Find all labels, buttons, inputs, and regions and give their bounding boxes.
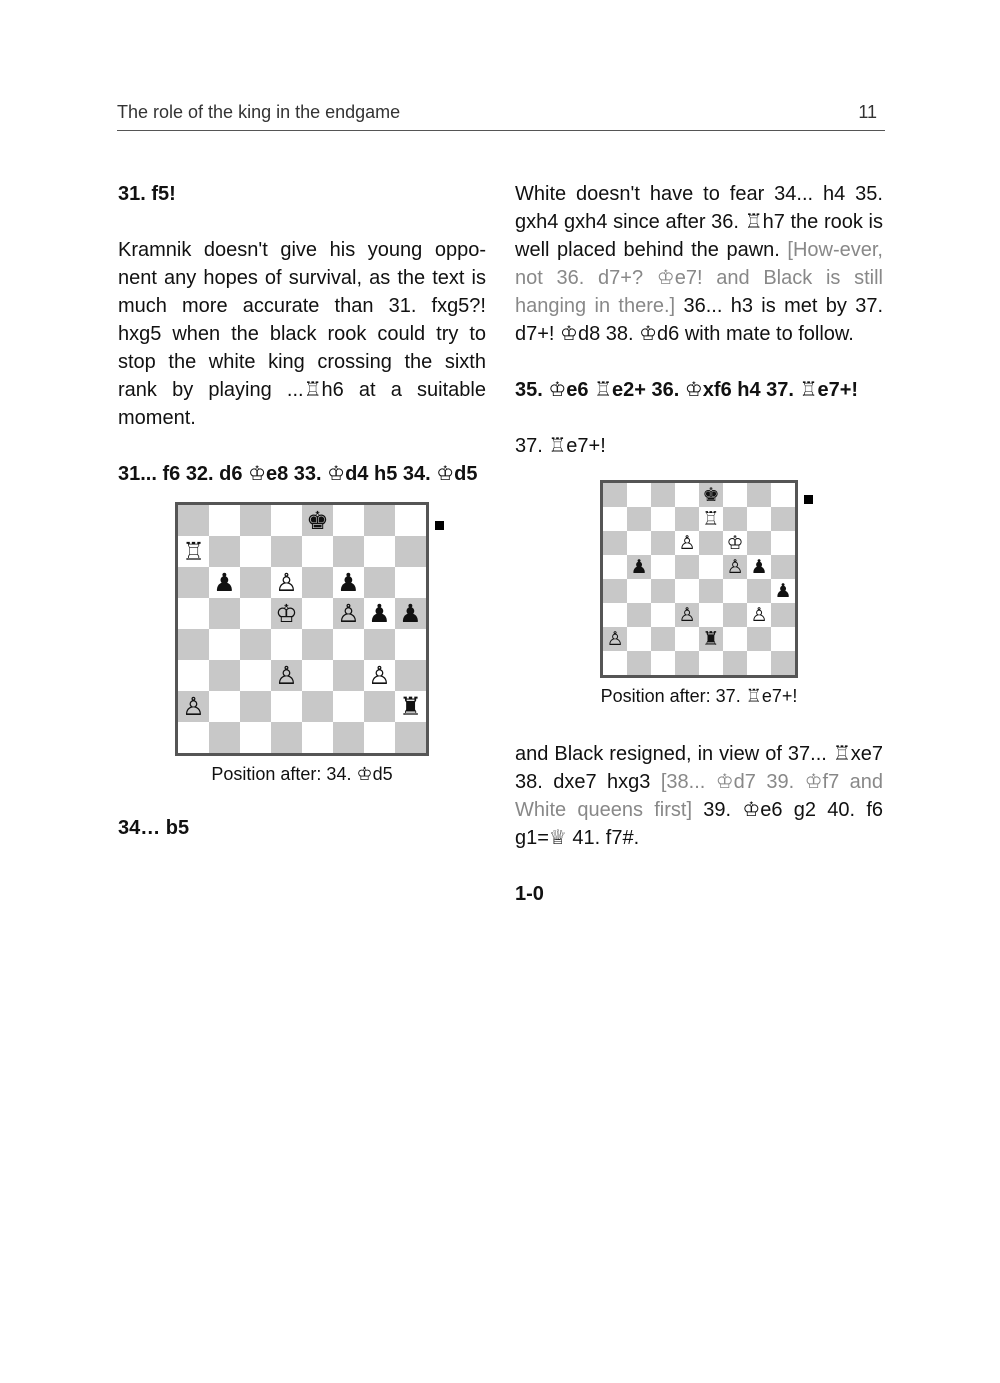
square-a4 xyxy=(603,579,627,603)
square-f4 xyxy=(333,629,364,660)
square-d1 xyxy=(271,722,302,753)
square-f5 xyxy=(333,598,364,629)
square-g7 xyxy=(364,536,395,567)
square-f3 xyxy=(333,660,364,691)
square-f4 xyxy=(723,579,747,603)
chess-piece-b6: ♟ xyxy=(213,568,236,597)
square-e1 xyxy=(302,722,333,753)
square-b2 xyxy=(627,627,651,651)
square-d3 xyxy=(271,660,302,691)
square-h2 xyxy=(395,691,426,722)
square-b6 xyxy=(627,531,651,555)
square-e2 xyxy=(302,691,333,722)
square-c1 xyxy=(651,651,675,675)
chess-piece-d3: ♙ xyxy=(678,603,696,626)
square-g3 xyxy=(747,603,771,627)
game-result: 1-0 xyxy=(515,883,544,905)
square-d2 xyxy=(271,691,302,722)
square-h1 xyxy=(395,722,426,753)
square-h3 xyxy=(771,603,795,627)
square-d7 xyxy=(271,536,302,567)
square-e6 xyxy=(699,531,723,555)
chess-piece-g3: ♙ xyxy=(368,661,391,690)
chess-piece-a7: ♖ xyxy=(182,537,205,566)
running-title: The role of the king in the endgame xyxy=(117,102,401,122)
square-g1 xyxy=(747,651,771,675)
chess-piece-g5: ♟ xyxy=(750,555,768,578)
analysis-paragraph: White doesn't have to fear 34... h4 35. gxh4 gxh4 since after 36. ♖h7 the rook is well placed behind the pawn. [How-ever, not 36. d7+? ♔e7! and Black is still hanging in there.] 36... h3 is met by 37. d7+! ♔d8 38. ♔d6 with mate to follow. xyxy=(515,183,883,345)
square-f2 xyxy=(723,627,747,651)
square-b3 xyxy=(627,603,651,627)
chess-piece-d6: ♙ xyxy=(275,568,298,597)
chess-piece-b5: ♟ xyxy=(630,555,648,578)
square-g5 xyxy=(747,555,771,579)
square-f6 xyxy=(333,567,364,598)
square-b6 xyxy=(209,567,240,598)
square-b1 xyxy=(209,722,240,753)
square-c7 xyxy=(240,536,271,567)
square-f7 xyxy=(333,536,364,567)
square-b4 xyxy=(627,579,651,603)
square-a1 xyxy=(603,651,627,675)
chess-board xyxy=(175,502,429,756)
square-h8 xyxy=(771,483,795,507)
square-c4 xyxy=(651,579,675,603)
square-h1 xyxy=(771,651,795,675)
square-c5 xyxy=(651,555,675,579)
chess-piece-g5: ♟ xyxy=(368,599,391,628)
square-a3 xyxy=(178,660,209,691)
square-b1 xyxy=(627,651,651,675)
square-e4 xyxy=(302,629,333,660)
square-e3 xyxy=(302,660,333,691)
square-a4 xyxy=(178,629,209,660)
square-c7 xyxy=(651,507,675,531)
square-c8 xyxy=(651,483,675,507)
square-g4 xyxy=(747,579,771,603)
square-f3 xyxy=(723,603,747,627)
move-31: 31. f5! xyxy=(118,183,176,205)
chess-piece-a2: ♙ xyxy=(606,627,624,650)
side-to-move-marker xyxy=(804,495,813,504)
conclusion-paragraph: and Black resigned, in view of 37... ♖xe7 38. dxe7 hxg3 [38... ♔d7 39. ♔f7 and White queens first] 39. ♔e6 g2 40. f6 g1=♕ 41. f7#. xyxy=(515,743,884,849)
chess-piece-f6: ♟ xyxy=(337,568,360,597)
square-c3 xyxy=(240,660,271,691)
move-37-plain: 37. ♖e7+! xyxy=(515,435,606,457)
chess-piece-d5: ♔ xyxy=(275,599,298,628)
square-e4 xyxy=(699,579,723,603)
square-b7 xyxy=(209,536,240,567)
square-g6 xyxy=(364,567,395,598)
square-b7 xyxy=(627,507,651,531)
square-a2 xyxy=(603,627,627,651)
square-b3 xyxy=(209,660,240,691)
square-d3 xyxy=(675,603,699,627)
square-e2 xyxy=(699,627,723,651)
chess-piece-f5: ♙ xyxy=(337,599,360,628)
chess-piece-e2: ♜ xyxy=(702,627,720,650)
chess-piece-h4: ♟ xyxy=(774,579,792,602)
square-b8 xyxy=(627,483,651,507)
chess-piece-e8: ♚ xyxy=(702,483,720,506)
square-e5 xyxy=(302,598,333,629)
square-h6 xyxy=(395,567,426,598)
square-d7 xyxy=(675,507,699,531)
square-c8 xyxy=(240,505,271,536)
square-e1 xyxy=(699,651,723,675)
chess-piece-g3: ♙ xyxy=(750,603,768,626)
square-e8 xyxy=(302,505,333,536)
square-d2 xyxy=(675,627,699,651)
square-e3 xyxy=(699,603,723,627)
square-a6 xyxy=(603,531,627,555)
chess-piece-f5: ♙ xyxy=(726,555,744,578)
square-f7 xyxy=(723,507,747,531)
square-h4 xyxy=(771,579,795,603)
square-h4 xyxy=(395,629,426,660)
chess-piece-h5: ♟ xyxy=(399,599,422,628)
chess-piece-a2: ♙ xyxy=(182,692,205,721)
square-h7 xyxy=(395,536,426,567)
chess-diagram-2 xyxy=(515,480,883,710)
square-g1 xyxy=(364,722,395,753)
square-h2 xyxy=(771,627,795,651)
chess-piece-e8: ♚ xyxy=(306,506,329,535)
chess-piece-d6: ♙ xyxy=(678,531,696,554)
square-h7 xyxy=(771,507,795,531)
chess-piece-e7: ♖ xyxy=(702,507,720,530)
diagram-caption: Position after: 34. ♔d5 xyxy=(211,764,393,784)
square-a6 xyxy=(178,567,209,598)
square-e5 xyxy=(699,555,723,579)
square-c6 xyxy=(240,567,271,598)
square-a8 xyxy=(603,483,627,507)
square-d4 xyxy=(675,579,699,603)
square-b5 xyxy=(627,555,651,579)
move-34-black: 34… b5 xyxy=(118,817,190,839)
square-a8 xyxy=(178,505,209,536)
square-g4 xyxy=(364,629,395,660)
square-a2 xyxy=(178,691,209,722)
square-a5 xyxy=(603,555,627,579)
square-c4 xyxy=(240,629,271,660)
moves-31-34: 31... f6 32. d6 ♔e8 33. ♔d4 h5 34. ♔d5 xyxy=(118,463,478,485)
right-column xyxy=(515,180,883,908)
square-c3 xyxy=(651,603,675,627)
square-a1 xyxy=(178,722,209,753)
square-d6 xyxy=(271,567,302,598)
chess-board xyxy=(600,480,798,678)
square-c2 xyxy=(651,627,675,651)
square-a7 xyxy=(603,507,627,531)
diagram-caption: Position after: 37. ♖e7+! xyxy=(600,686,798,706)
square-e8 xyxy=(699,483,723,507)
square-g3 xyxy=(364,660,395,691)
square-g6 xyxy=(747,531,771,555)
square-f8 xyxy=(333,505,364,536)
chess-piece-d3: ♙ xyxy=(275,661,298,690)
variation-bracket: [How-ever, not 36. d7+? ♔e7! and Black is still hanging in there.] xyxy=(515,239,883,317)
square-c5 xyxy=(240,598,271,629)
page-header xyxy=(117,100,885,131)
square-g5 xyxy=(364,598,395,629)
square-c2 xyxy=(240,691,271,722)
square-f6 xyxy=(723,531,747,555)
square-e6 xyxy=(302,567,333,598)
square-e7 xyxy=(699,507,723,531)
square-b5 xyxy=(209,598,240,629)
square-a5 xyxy=(178,598,209,629)
square-b2 xyxy=(209,691,240,722)
square-h8 xyxy=(395,505,426,536)
variation-bracket: [38... ♔d7 39. ♔f7 and White queens first] xyxy=(515,771,883,821)
chess-piece-f6: ♔ xyxy=(726,531,744,554)
commentary-paragraph: Kramnik doesn't give his young oppo-nent any hopes of survival, as the text is much more accurate than 31. fxg5?! hxg5 when the black rook could try to stop the white king crossing the sixth rank by playing ...♖h6 at a suitable moment. xyxy=(118,239,486,429)
square-a3 xyxy=(603,603,627,627)
square-a7 xyxy=(178,536,209,567)
square-d5 xyxy=(675,555,699,579)
page-number: 11 xyxy=(858,102,877,122)
square-c1 xyxy=(240,722,271,753)
square-f8 xyxy=(723,483,747,507)
square-d1 xyxy=(675,651,699,675)
square-e7 xyxy=(302,536,333,567)
moves-35-37: 35. ♔e6 ♖e2+ 36. ♔xf6 h4 37. ♖e7+! xyxy=(515,379,859,401)
square-g8 xyxy=(364,505,395,536)
square-d8 xyxy=(271,505,302,536)
square-h5 xyxy=(395,598,426,629)
square-h3 xyxy=(395,660,426,691)
side-to-move-marker xyxy=(435,521,444,530)
square-b8 xyxy=(209,505,240,536)
square-d8 xyxy=(675,483,699,507)
square-d5 xyxy=(271,598,302,629)
square-h5 xyxy=(771,555,795,579)
square-f2 xyxy=(333,691,364,722)
square-h6 xyxy=(771,531,795,555)
square-d6 xyxy=(675,531,699,555)
square-g7 xyxy=(747,507,771,531)
square-g2 xyxy=(364,691,395,722)
square-g8 xyxy=(747,483,771,507)
square-d4 xyxy=(271,629,302,660)
chess-diagram-1 xyxy=(118,502,486,788)
chess-piece-h2: ♜ xyxy=(399,692,422,721)
square-b4 xyxy=(209,629,240,660)
square-g2 xyxy=(747,627,771,651)
square-f1 xyxy=(723,651,747,675)
square-c6 xyxy=(651,531,675,555)
left-column xyxy=(118,180,486,842)
square-f1 xyxy=(333,722,364,753)
square-f5 xyxy=(723,555,747,579)
